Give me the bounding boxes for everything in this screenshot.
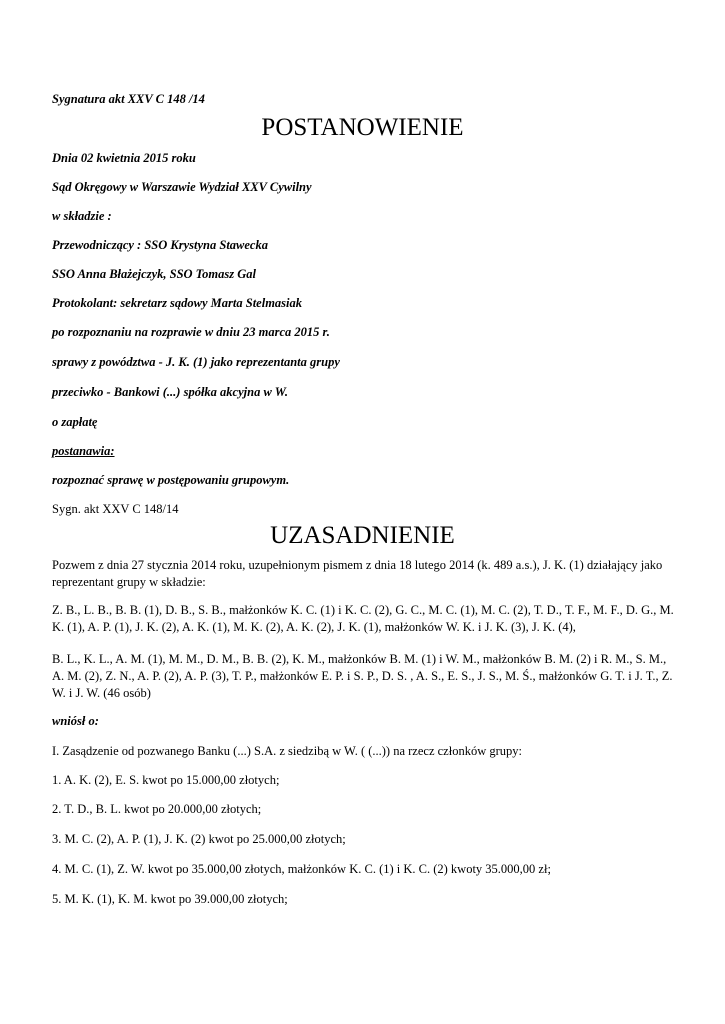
justification-title: UZASADNIENIE [270,522,455,549]
group-members-part-2: B. L., K. L., A. M. (1), M. M., D. M., B. B. (2), K. M., małżonków B. M. (1) i W. M., małżonków B. M. (2) i R. M., S. M., A. M. (2), Z. N., A. P. (2), A. P. (3), T. P., małżonków E. P. i S. P., D. S. , A. S., E. S., J. S., M. Ś., małżonków G. T. i J. T., Z. W. i J. W. (46 osób) [52,652,673,700]
case-subject: o zapłatę [52,415,98,429]
case-plaintiff: sprawy z powództwa - J. K. (1) jako reprezentanta grupy [52,355,340,369]
document-title: POSTANOWIENIE [261,114,464,141]
case-signature-top: Sygnatura akt XXV C 148 /14 [52,92,205,106]
justification-signature: Sygn. akt XXV C 148/14 [52,502,179,516]
claim-item-4: 4. M. C. (1), Z. W. kwot po 35.000,00 złotych, małżonków K. C. (1) i K. C. (2) kwoty 35.000,00 zł; [52,862,551,876]
associate-judges: SSO Anna Błażejczyk, SSO Tomasz Gal [52,267,256,281]
case-defendant: przeciwko - Bankowi (...) spółka akcyjna w W. [52,385,289,399]
court-clerk: Protokolant: sekretarz sądowy Marta Stelmasiak [52,296,303,310]
claim-item-2: 2. T. D., B. L. kwot po 20.000,00 złotych; [52,802,262,816]
court-name: Sąd Okręgowy w Warszawie Wydział XXV Cywilny [52,180,312,194]
presiding-judge: Przewodniczący : SSO Krystyna Stawecka [52,238,268,252]
hearing-info: po rozpoznaniu na rozprawie w dniu 23 marca 2015 r. [52,325,330,339]
composition-label: w składzie : [52,209,112,223]
claim-item-1: 1. A. K. (2), E. S. kwot po 15.000,00 złotych; [52,773,280,787]
claim-item-5: 5. M. K. (1), K. M. kwot po 39.000,00 złotych; [52,892,288,906]
decision-text: rozpoznać sprawę w postępowaniu grupowym. [52,473,290,487]
justification-intro: Pozwem z dnia 27 stycznia 2014 roku, uzupełnionym pismem z dnia 18 lutego 2014 (k. 489 a.s.), J. K. (1) działający jako reprezentant grupy w składzie: [52,558,663,589]
group-members-part-1: Z. B., L. B., B. B. (1), D. B., S. B., małżonków K. C. (1) i K. C. (2), G. C., M. C. (1), M. C. (2), T. D., T. F., M. F., D. G., M. K. (1), A. P. (1), J. K. (2), A. K. (1), M. K. (2), A. K. (2), J. K. (1), małżonków W. K. i J. K. (3), J. K. (4), [52,603,674,634]
decision-date: Dnia 02 kwietnia 2015 roku [52,151,196,165]
decides-label: postanawia: [52,444,115,458]
requested-label: wniósł o: [52,714,99,728]
claim-intro: I. Zasądzenie od pozwanego Banku (...) S.A. z siedzibą w W. ( (...)) na rzecz członków grupy: [52,744,522,758]
claim-item-3: 3. M. C. (2), A. P. (1), J. K. (2) kwot po 25.000,00 złotych; [52,832,346,846]
